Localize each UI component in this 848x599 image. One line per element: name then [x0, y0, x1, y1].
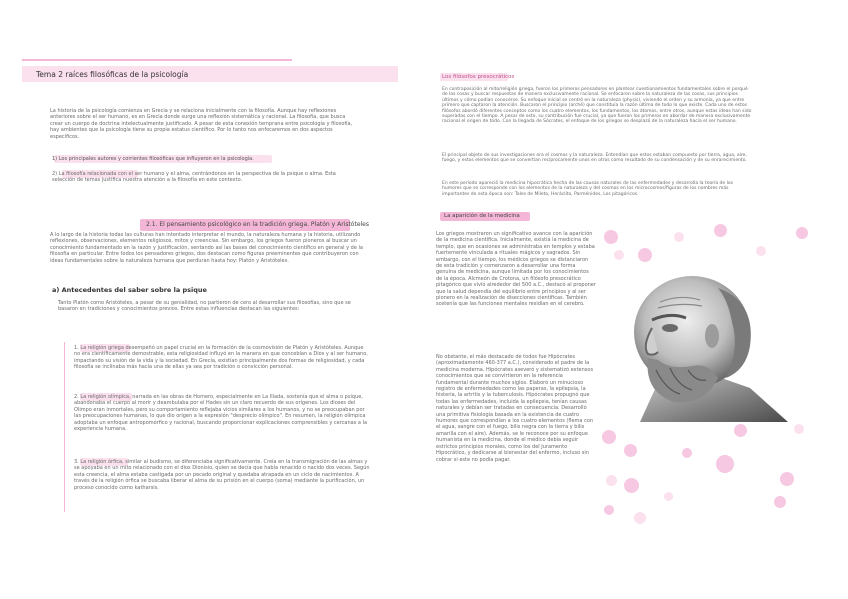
decorative-dot [794, 424, 804, 434]
heading-presocraticos: Los filósofos presocráticos [442, 74, 515, 80]
title-highlight-border [22, 59, 292, 61]
decorative-dot [674, 232, 684, 242]
list-item-3: 3. La religión órfica, similar al budismo, se diferenciaba significativamente. Creía en la transmigración de las almas y se apoyaba en un mito relacionado con el dios Dionisio, quien se decía que había renacido o nacido dos veces. Según esta creencia, el alma estaba castigada por un pecado original y quedaba atrapada en un ciclo de nacimientos. A través de la religión órfica se buscaba liberar el alma de su prisión en el cuerpo (soma) mediante la purificación, un proceso conocido como katharsis. [74, 459, 370, 491]
decorative-dot [604, 230, 618, 244]
point2: 2) La filosofía relacionada con el ser humano y el alma, centrándonos en la perspectiva de la psique o alma. Esta selección de temas justifica nuestra atención a la filosofía en este contexto. [52, 171, 336, 184]
section-body: A lo largo de la historia todas las culturas han intentado interpretar el mundo, la naturaleza humana y la historia, utilizando reflexiones, observaciones, elementos religiosos, mitos y creencias. Sin embargo, los griegos fueron pioneros al buscar un conocimiento fundamentado en la razón y justificación, sentando así las bases del conocimiento científico en general y de la filosofía en particular. Entre todos los pensadores griegos, dos destacan como figuras preeminentes que contribuyeron con ideas fundamentales sobre la naturaleza humana que perduran hasta hoy: Platón y Aristóteles. [50, 232, 363, 264]
section-heading: 2.1. El pensamiento psicológico en la tradición griega. Platón y Aristóteles [146, 221, 369, 228]
presocraticos-body: En contraposición al mito/religión griega, fueron los primeros pensadores en plantear cuestionamientos fundamentales sobre el porqué de las cosas y buscar respuestas de manera exclusivamente racional. Se enfocaron sobre la naturaleza de las cosas, sus principios últimos y cómo podían conocerse. Su enfoque inicial se centró en la naturaleza (physis), viviendo el orden y su armonía, ya que entre primero que captaron la atención. Buscaron el principio (arché) que constituía la razón última de todo lo que existe. Cada uno de estos filósofos abordó diferentes conceptos como los cuatro elementos, los fundamentos, los átomos, entre otros, aunque estas ideas han sido superadas con el tiempo. A pesar de esto, su contribución fue crucial, ya que fueron los primeros en abordar de manera exclusivamente racional el origen de todo. Con la llegada de Sócrates, el enfoque de los griegos se desplazó de la naturaleza hacia el ser humano. [442, 87, 752, 125]
decorative-dot [602, 430, 616, 444]
intro-paragraph: La historia de la psicología comienza en Grecia y se relaciona inicialmente con la filosofía. Aunque hay reflexiones anteriores sobre el ser humano, es en Grecia donde surge una reflexión sistemática y racional. La filosofía, que busca crear un cuerpo de doctrina intelectualmente justificado. A pesar de esta conexión temprana entre psicología y filosofía, hay ambientes que la psicología tiene su propia estatus científico. Por lo tanto nos enfocaremos en dos aspectos específicos. [50, 108, 353, 140]
decorative-dot [714, 224, 727, 237]
decorative-dot [634, 512, 646, 524]
decorative-dot [604, 505, 614, 515]
decorative-dot [624, 478, 639, 493]
sub-intro: Tanto Platón como Aristóteles, a pesar de su genialidad, no partieron de cero al desarrollar sus filosofías, sino que se basaron en tradiciones y conocimientos previos. Entre estas influencias destacan las siguientes: [58, 300, 351, 313]
decorative-dot [638, 248, 652, 262]
decorative-dot [716, 455, 734, 473]
list-item-1: 1. La religión griega desempeñó un papel crucial en la formación de la cosmovisión de Platón y Aristóteles. Aunque no era científicamente demostrable, esta religiosidad influyó en la manera en que concebían a Dios y al ser humano, impactando su visión de la vida y la sociedad. En Grecia, existían principalmente dos formas de religiosidad, y cada filosofía se inclinaba más hacia una de ellas ya sea por tradición o convicción personal. [74, 345, 368, 371]
list-item-2: 2. La religión olímpica, narrada en las obras de Homero, especialmente en La Ilíada, sostenía que el alma o psique, abandonaba el cuerpo al morir y deambulaba por el Hades sin un claro recuerdo de sus orígenes. Los dioses del Olimpo eran inmortales, pero su comportamiento reflejaba vicios similares a los humanos, y no se preocupaban por las preocupaciones humanas, lo que dio origen a la expresión "desprecio olímpico". En resumen, la religión olímpica adoptaba un enfoque antropomórfico y racional, buscando proporcionar explicaciones comprensibles y cercanas a la experiencia humana. [74, 394, 368, 433]
medicina-body: Los griegos mostraron un significativo avance con la aparición de la medicina científica. Inicialmente, existía la medicina de templo, que en ocasiones se administraba en templos y estaba fuertemente vinculada a rituales mágicos y sagrados. Sin embargo, con el tiempo, los médicos griegos se distanciaron de esta tradición y comenzaron a desarrollar una forma genuina de medicina, aunque limitada por los conocimientos de la época. Alcmeón de Crotona, un filósofo presocrático pitagórico que vivió alrededor del 500 a.C., destacó al proponer que la salud dependía del equilibrio entre principios y al ser pionero en la realización de disecciones científicas. También sostenía que las funciones mentales residían en el cerebro. [436, 231, 596, 308]
decorative-dot [756, 246, 766, 256]
decorative-dot [682, 448, 692, 458]
page-title: Tema 2 raíces filosóficas de la psicología [36, 70, 189, 79]
decorative-dot [664, 492, 673, 501]
decorative-dot [734, 424, 747, 437]
cosmos-body: El principal objeto de sus investigaciones era el cosmos y la naturaleza. Entendían que estos estaban compuesto por tierra, agua, aire, fuego, y estos elementos que se convertían recíprocamente unos en otros como resultado de su condensación y de su enrarecimiento. [442, 153, 747, 164]
point1: 1) Los principales autores y corrientes filosóficas que influyeron en la psicología. [52, 156, 254, 162]
hippocrates-bust-image [600, 266, 800, 422]
decorative-dot [780, 472, 794, 486]
decorative-dot [774, 496, 786, 508]
decorative-dot [614, 250, 624, 260]
decorative-dot [606, 475, 617, 486]
right-page [424, 0, 848, 599]
decorative-dot [624, 444, 637, 457]
list-rule [64, 342, 65, 512]
hipocrates-body: No obstante, el más destacado de todos fue Hipócrates (aproximadamente 460-377 a.C.), considerado el padre de la medicina moderna. Hipócrates aseveró y sistematizó extensos conocimientos que se convirtieron en la referencia fundamental durante muchos siglos. Elaboró un minucioso registro de enfermedades como las paperas, la epilepsia, la histeria, la artritis y la tuberculosis. Hipócrates propugnó que todas las enfermedades, incluida la epilepsia, tenían causas naturales y debían ser tratadas en consecuencia. Desarrolló una primitiva fisiología basada en la existencia de cuatro humores que correspondían a los cuatro elementos (flema con el agua, sangre con el fuego, bilis negra con la tierra y bilis amarilla con el aire). Además, se le reconoce por su enfoque humanista en la medicina, donde el médico debía seguir estrictos principios morales, como los del Juramento Hipocrático, y dedicarse al bienestar del enfermo, incluso sin cobrar si este no podía pagar. [436, 354, 594, 463]
subheading: a) Antecedentes del saber sobre la psique [52, 286, 207, 294]
decorative-dot [796, 227, 808, 239]
heading-medicina: La aparición de la medicina [444, 213, 520, 219]
medicina-hipocratica-body: En este período apareció la medicina hipocrática hecha de las causas naturales de las enfermedades y desarrolla la teoría de los humores que se corresponde con los elementos de la naturaleza y del cosmos en los microcosmos/figuras de los nombres más importantes de esta época son: Tales de Mileto, Heráclito, Parménides, Los pitagóricos. [442, 181, 733, 197]
